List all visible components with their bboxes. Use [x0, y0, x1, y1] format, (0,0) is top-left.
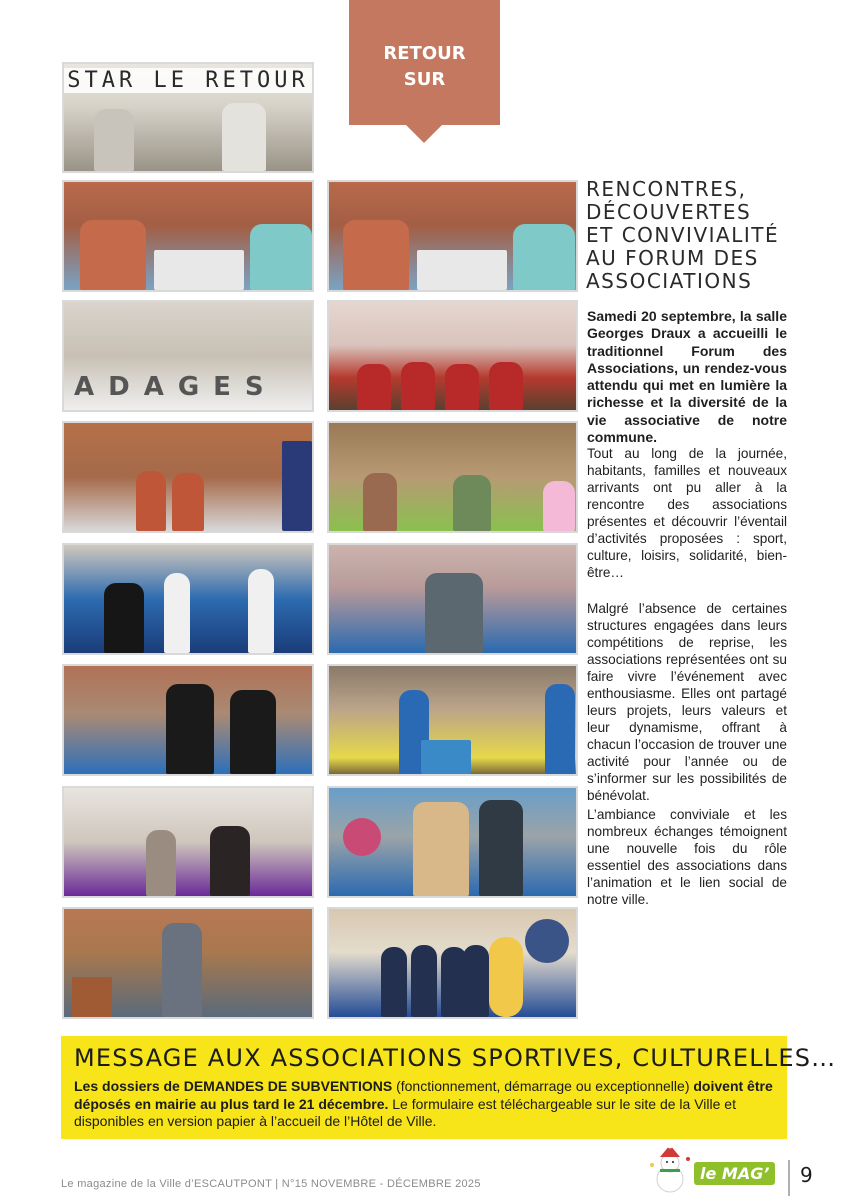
photo-person — [357, 364, 391, 410]
notice-text-bold: doivent être déposés en mairie — [74, 1078, 773, 1112]
photo-person — [94, 109, 134, 171]
article-paragraph: Tout au long de la journée, habitants, familles et nouveaux arrivants ont pu aller à la rencontre des associations présentes et découvrir l’éventail d’activités proposées : sport, culture, loisirs, solidarité, bien-être… — [587, 446, 787, 580]
photo-jersey — [104, 583, 144, 653]
photo-r3-right — [327, 421, 578, 533]
photo-plush — [543, 481, 575, 531]
notice-text-bold: le 21 décembre. — [279, 1095, 389, 1112]
photo-person — [479, 800, 523, 896]
photo-balloons — [489, 937, 523, 1017]
article-lead: Samedi 20 septembre, la salle Georges Draux a accueilli le traditionnel Forum des Associations, un rendez-vous attendu qui met en lumière la richesse et la diversité de la vie associative de notre commune. — [587, 308, 787, 446]
photo-person — [343, 220, 409, 290]
section-tab-line2: SUR — [403, 69, 446, 90]
notice-text-normal: (fonctionnement, démarrage ou exceptionnelle) — [392, 1078, 694, 1094]
photo-person — [210, 826, 250, 896]
photo-logo-disk — [525, 919, 569, 963]
photo-screen — [72, 977, 112, 1017]
notice-deadline-emphasis: au plus tard — [200, 1095, 280, 1112]
photo-banner-text: STAR LE RETOUR — [64, 68, 312, 93]
photo-person — [381, 947, 407, 1017]
photo-person — [248, 569, 274, 653]
notice-box — [61, 1036, 837, 1139]
notice-text — [74, 1078, 774, 1131]
photo-r6-right — [327, 786, 578, 898]
photo-person — [363, 473, 397, 531]
article-paragraph: Malgré l’absence de certaines structures engagées dans leurs compétitions de reprise, les associations représentées ont su faire vivre l’événement avec enthousiasme. Elles ont partagé leurs projets, leurs valeurs et leur dynamisme, offrant à chacun l’occasion de trouver une activité pour l’année ou de s’informer sur les possibilités de bénévolat. — [587, 601, 787, 803]
photo-person — [413, 802, 469, 896]
photo-r1-right — [327, 180, 578, 292]
photo-person — [166, 684, 214, 774]
photo-person — [164, 573, 190, 653]
photo-person — [230, 690, 276, 774]
photo-person — [513, 224, 575, 290]
photo-r2-left — [62, 300, 314, 412]
article-paragraph: L’ambiance conviviale et les nombreux échanges témoignent une nouvelle fois du rôle essentiel des associations dans l’animation et le lien social de notre ville. — [587, 807, 787, 907]
photo-r4-left — [62, 543, 314, 655]
photo-person — [172, 473, 204, 531]
section-tab-arrow — [405, 124, 443, 143]
photo-banner-adages: ADAGES — [74, 372, 278, 402]
photo-person — [425, 573, 483, 653]
photo-table — [154, 250, 244, 290]
notice-title: MESSAGE AUX ASSOCIATIONS SPORTIVES, CULTURELLES… — [74, 1044, 837, 1072]
section-tab-line1: RETOUR — [383, 43, 466, 64]
photo-banner-stand — [282, 441, 312, 531]
photo-r2-right — [327, 300, 578, 412]
photo-r7-right — [327, 907, 578, 1019]
photo-r1-left — [62, 180, 314, 292]
photo-person — [489, 362, 523, 410]
photo-r5-right — [327, 664, 578, 776]
photo-person — [136, 471, 166, 531]
photo-person — [401, 362, 435, 410]
photo-r6-left — [62, 786, 314, 898]
photo-person — [222, 103, 266, 171]
magazine-logo: le MAG’ — [694, 1162, 775, 1185]
section-tab — [349, 0, 500, 125]
page-number: 9 — [800, 1163, 813, 1187]
photo-person — [463, 945, 489, 1017]
notice-text-bold: Les dossiers de DEMANDES DE SUBVENTIONS — [74, 1078, 393, 1094]
photo-person — [146, 830, 176, 896]
photo-person — [445, 364, 479, 410]
footer-text: Le magazine de la Ville d’ESCAUTPONT | N°15 NOVEMBRE - DÉCEMBRE 2025 — [61, 1178, 481, 1190]
photo-r3-left — [62, 421, 314, 533]
photo-person — [80, 220, 146, 290]
photo-person — [545, 684, 575, 774]
photo-r7-left — [62, 907, 314, 1019]
photo-r4-right — [327, 543, 578, 655]
photo-screen — [421, 740, 471, 774]
photo-person — [162, 923, 202, 1017]
photo-star-le-retour — [62, 62, 314, 173]
notice-text-normal: Le formulaire est téléchargeable sur le site de la Ville et disponibles en version papier à l’accueil de l’Hôtel de Ville. — [74, 1095, 736, 1129]
page-divider — [788, 1160, 790, 1196]
photo-person — [411, 945, 437, 1017]
photo-table — [417, 250, 507, 290]
photo-balloon — [343, 818, 381, 856]
photo-person — [453, 475, 491, 531]
photo-r5-left — [62, 664, 314, 776]
article-headline: RENCONTRES, DÉCOUVERTES ET CONVIVIALITÉ AU FORUM DES ASSOCIATIONS — [586, 177, 780, 293]
photo-person — [250, 224, 312, 290]
